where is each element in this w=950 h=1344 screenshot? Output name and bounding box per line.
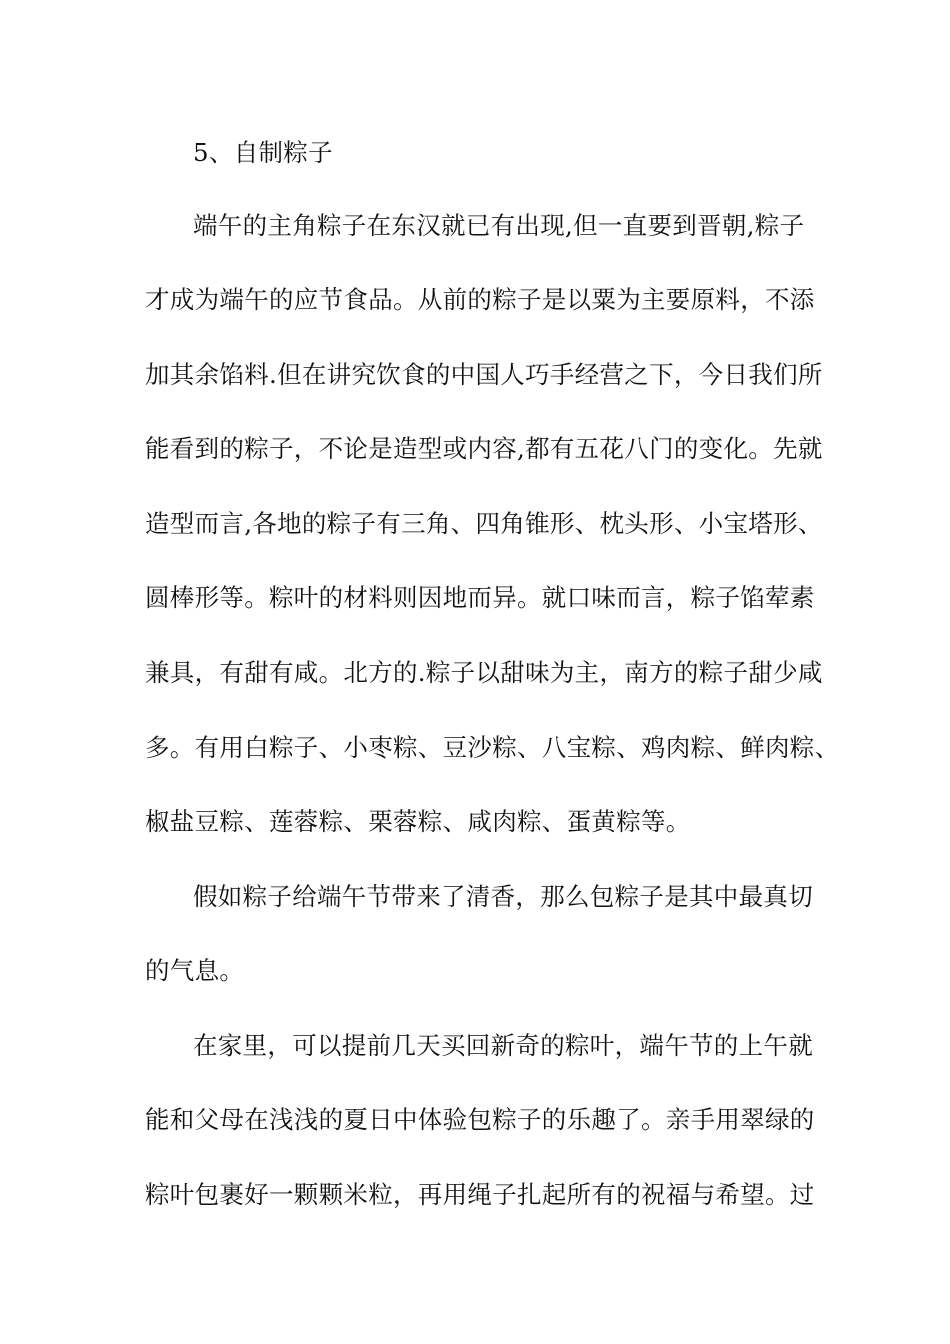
paragraph-line: 多。有用白粽子、小枣粽、豆沙粽、八宝粽、鸡肉粽、鲜肉粽、 xyxy=(145,733,840,762)
paragraph-line: 圆棒形等。粽叶的材料则因地而异。就口味而言，粽子馅荤素 xyxy=(145,583,815,612)
paragraph-line: 兼具，有甜有咸。北方的.粽子以甜味为主，南方的粽子甜少咸 xyxy=(145,658,823,687)
paragraph-line: 造型而言,各地的粽子有三角、四角锥形、枕头形、小宝塔形、 xyxy=(145,509,823,538)
paragraph-line: 能和父母在浅浅的夏日中体验包粽子的乐趣了。亲手用翠绿的 xyxy=(145,1105,815,1134)
section-heading: 5、自制粽子 xyxy=(193,138,333,167)
paragraph-line: 能看到的粽子，不论是造型或内容,都有五花八门的变化。先就 xyxy=(145,434,823,463)
paragraph-line: 加其余馅料.但在讲究饮食的中国人巧手经营之下，今日我们所 xyxy=(145,360,823,389)
paragraph-line: 端午的主角粽子在东汉就已有出现,但一直要到晋朝,粽子 xyxy=(193,211,805,240)
paragraph-line: 才成为端午的应节食品。从前的粽子是以粟为主要原料，不添 xyxy=(145,285,815,314)
paragraph-line: 的气息。 xyxy=(145,956,245,985)
paragraph-line: 粽叶包裹好一颗颗米粒，再用绳子扎起所有的祝福与希望。过 xyxy=(145,1180,815,1209)
paragraph-line: 椒盐豆粽、莲蓉粽、栗蓉粽、咸肉粽、蛋黄粽等。 xyxy=(145,807,691,836)
paragraph-line: 在家里，可以提前几天买回新奇的粽叶，端午节的上午就 xyxy=(193,1031,813,1060)
paragraph-line: 假如粽子给端午节带来了清香，那么包粽子是其中最真切 xyxy=(193,882,813,911)
